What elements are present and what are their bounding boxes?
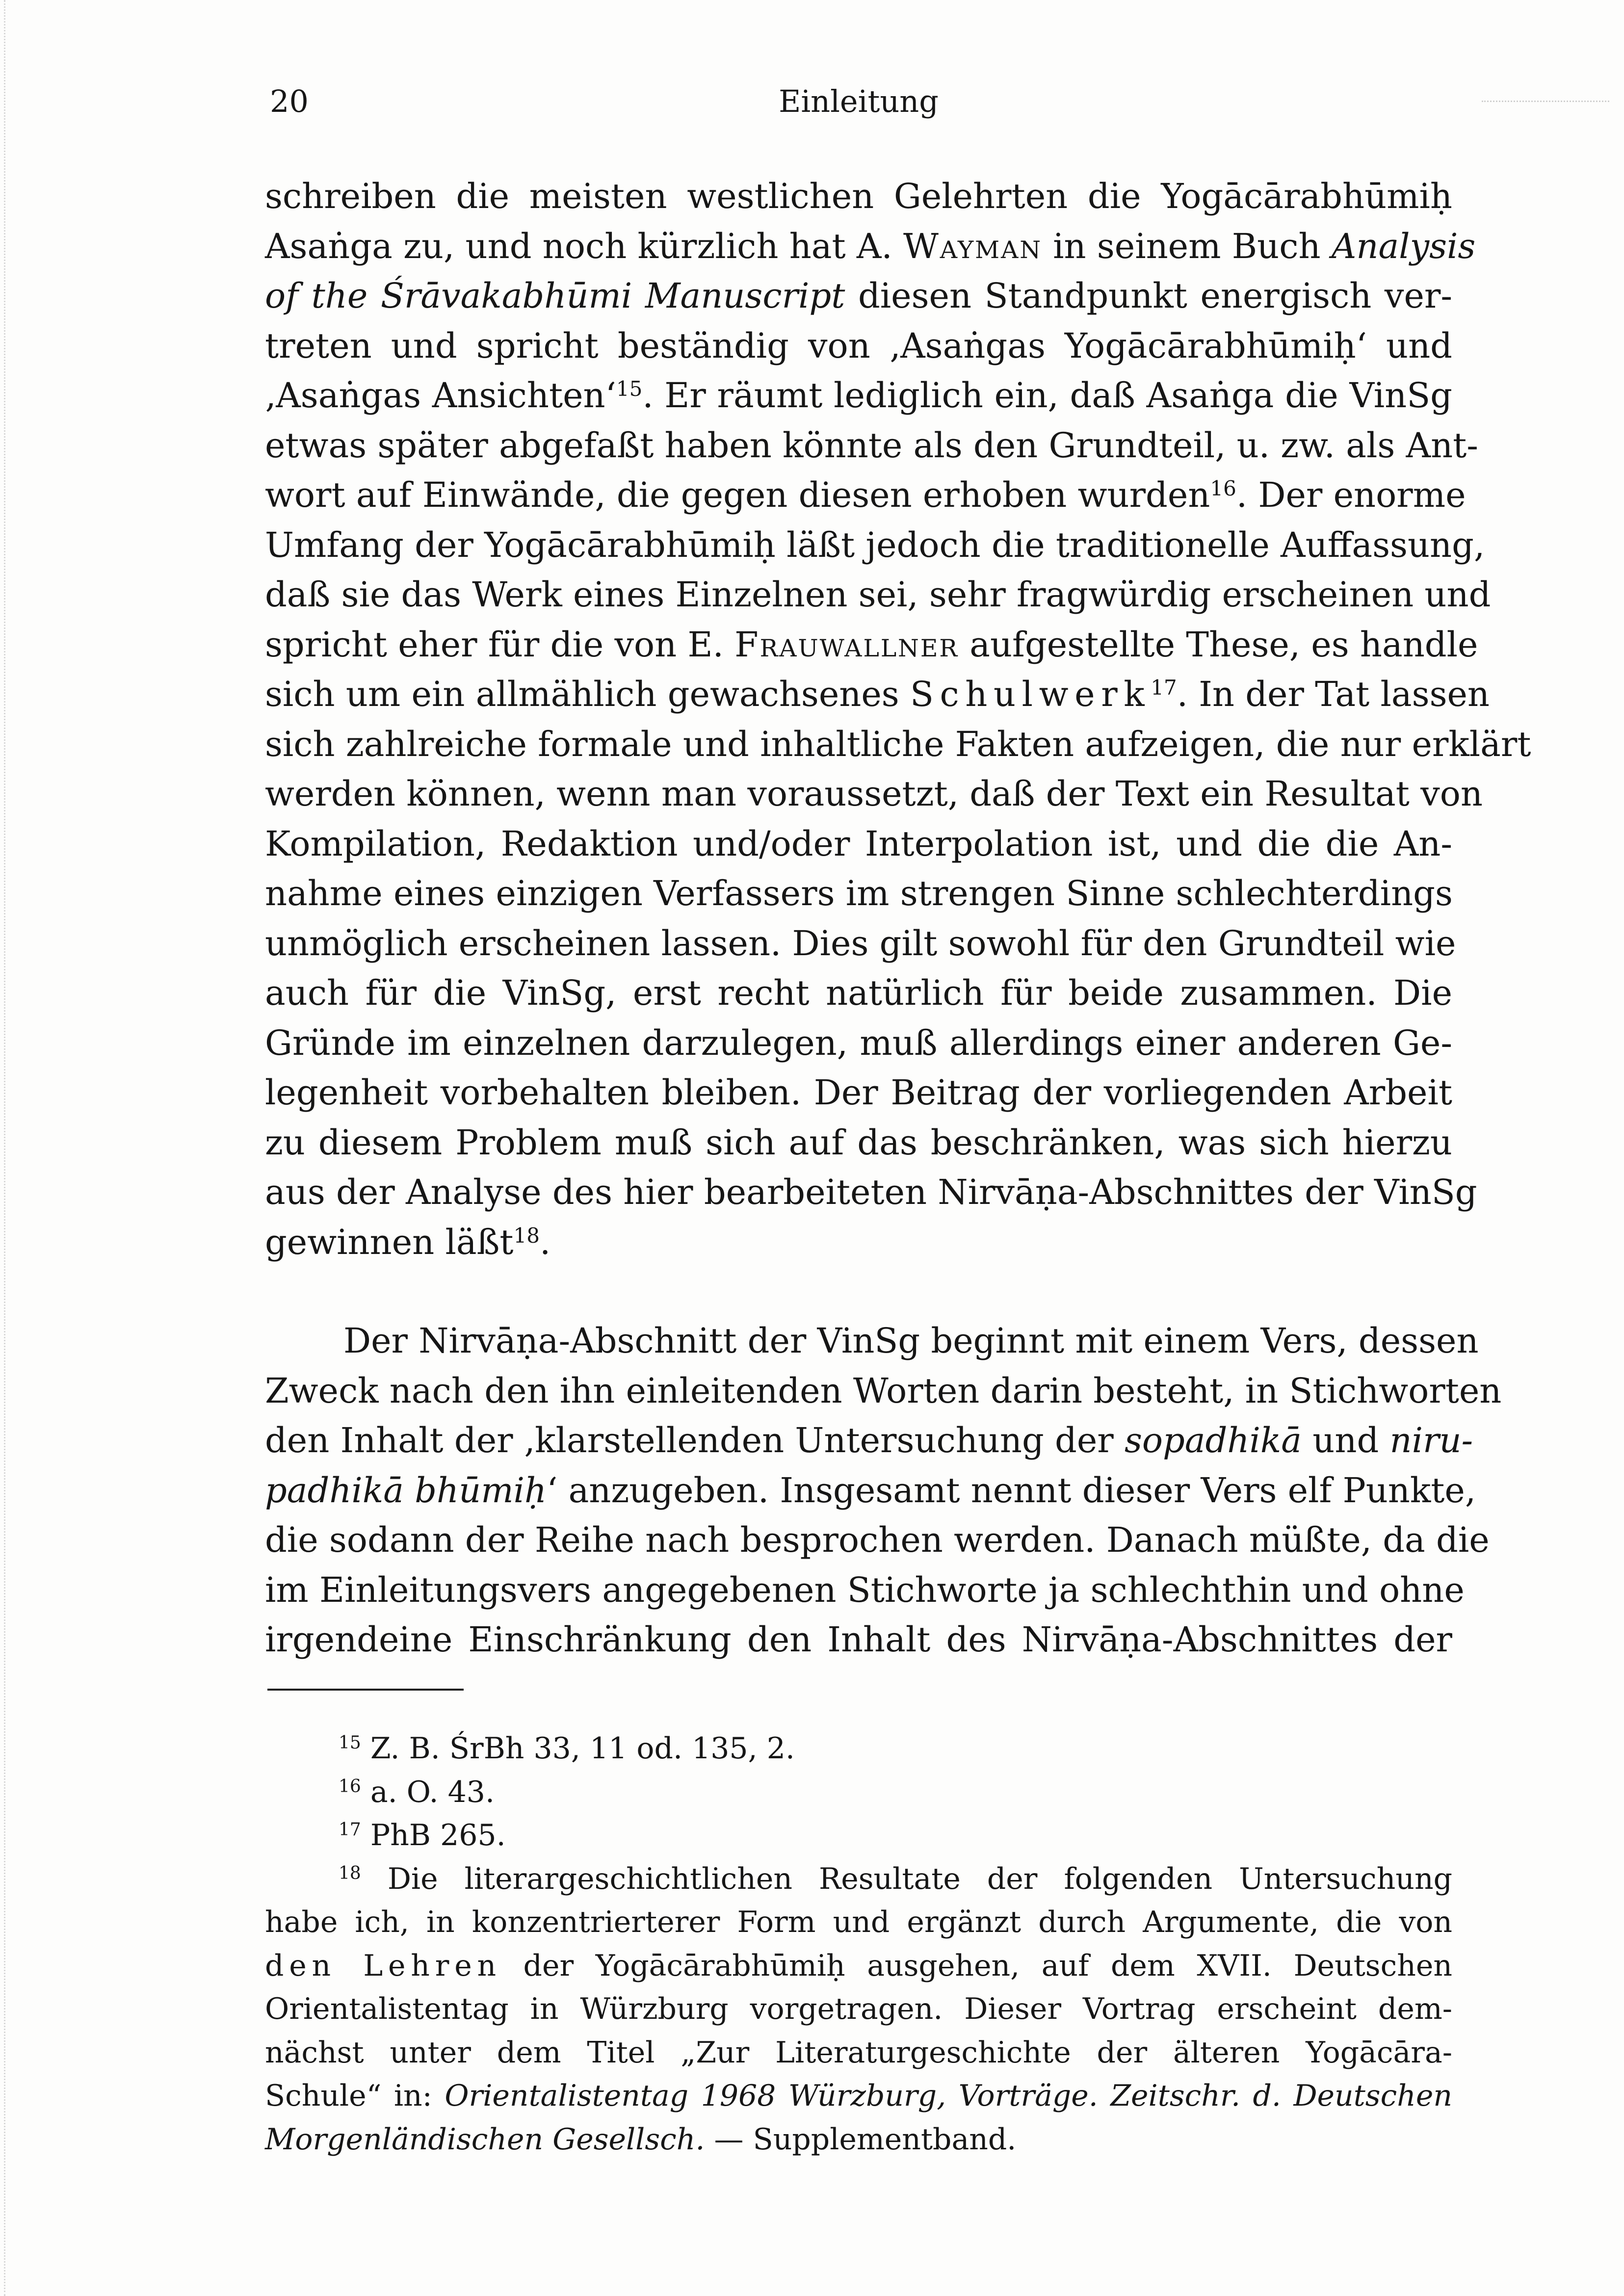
footnote-18: $^{18}$ Die literargeschichtlichen Resultate der folgenden Untersuchung bbox=[339, 1861, 1453, 1896]
footnotes bbox=[265, 1727, 1452, 2161]
sanskrit-term: sopadhikā bbox=[1124, 1420, 1302, 1461]
text-line: irgendeine Einschränkung den Inhalt des Nirvāṇa-Abschnittes der bbox=[265, 1619, 1452, 1660]
text-line: im Einleitungsvers angegebenen Stichworte ja schlechthin und ohne bbox=[265, 1569, 1465, 1610]
text-line: etwas später abgefaßt haben könnte als den Grundteil, u. zw. als Ant- bbox=[265, 425, 1478, 466]
sanskrit-term: niru- bbox=[1389, 1420, 1473, 1461]
footnote-18-line: Morgenländischen Gesellsch. — Supplementband. bbox=[265, 2122, 1017, 2157]
footnote-number: 15 bbox=[339, 1733, 361, 1753]
text-line: sich zahlreiche formale und inhaltliche Fakten aufzeigen, die nur erklärt bbox=[265, 724, 1531, 764]
text-line: Zweck nach den ihn einleitenden Worten darin besteht, in Stichworten bbox=[265, 1370, 1502, 1411]
text-line: Gründe im einzelnen darzulegen, muß allerdings einer anderen Ge- bbox=[265, 1022, 1452, 1063]
text-line: daß sie das Werk eines Einzelnen sei, sehr fragwürdig erscheinen und bbox=[265, 574, 1491, 615]
text-line: spricht eher für die von E. Frauwallner aufgestellte These, es handle bbox=[265, 624, 1478, 665]
author-name-frauwallner: Frauwallner bbox=[734, 624, 959, 665]
text-line: zu diesem Problem muß sich auf das beschränken, was sich hierzu bbox=[265, 1122, 1452, 1163]
body-text bbox=[265, 172, 1531, 1665]
paragraph-gap bbox=[265, 1267, 1452, 1316]
footnote-number: 17 bbox=[339, 1820, 361, 1840]
text-line: Asaṅga zu, und noch kürzlich hat A. Wayman in seinem Buch Analysis bbox=[265, 226, 1476, 266]
footnote-18-line: Schule“ in: Orientalistentag 1968 Würzburg, Vorträge. Zeitschr. d. Deutschen bbox=[265, 2079, 1452, 2113]
text-line: auch für die VinSg, erst recht natürlich für beide zusammen. Die bbox=[265, 973, 1452, 1013]
text-line: Der Nirvāṇa-Abschnitt der VinSg beginnt mit einem Vers, dessen bbox=[343, 1321, 1479, 1361]
text-line: padhikā bhūmiḥ‘ anzugeben. Insgesamt nennt dieser Vers elf Punkte, bbox=[265, 1470, 1476, 1511]
text-line: die sodann der Reihe nach besprochen werden. Danach müßte, da die bbox=[265, 1520, 1490, 1560]
page-number: 20 bbox=[270, 83, 309, 119]
running-head-title: Einleitung bbox=[779, 83, 939, 119]
text-line: unmöglich erscheinen lassen. Dies gilt sowohl für den Grundteil wie bbox=[265, 923, 1456, 964]
footnote-18-line: habe ich, in konzentrierterer Form und ergänzt durch Argumente, die von bbox=[265, 1905, 1452, 1939]
text-line: Umfang der Yogācārabhūmiḥ läßt jedoch die traditionelle Auffassung, bbox=[265, 524, 1485, 565]
text-line: legenheit vorbehalten bleiben. Der Beitrag der vorliegenden Arbeit bbox=[265, 1072, 1452, 1113]
spaced-term: Schulwerk bbox=[910, 674, 1151, 714]
text-line: schreiben die meisten westlichen Gelehrten die Yogācārabhūmiḥ bbox=[265, 176, 1452, 216]
footnote-17: $^{17}$ PhB 265. bbox=[339, 1818, 506, 1852]
footnote-18-line: den Lehren der Yogācārabhūmiḥ ausgehen, auf dem XVII. Deutschen bbox=[265, 1948, 1452, 1983]
text-line: den Inhalt der ‚klarstellenden Untersuchung der sopadhikā und niru- bbox=[265, 1420, 1473, 1461]
book-title: Analysis bbox=[1331, 226, 1476, 266]
sanskrit-term: padhikā bhūmiḥ bbox=[265, 1470, 547, 1511]
footnote-ref-18: 18 bbox=[513, 1223, 540, 1248]
publication-title: Morgenländischen Gesellsch. bbox=[265, 2122, 705, 2157]
text-line: aus der Analyse des hier bearbeiteten Nirvāṇa-Abschnittes der VinSg bbox=[265, 1172, 1477, 1212]
text-line: sich um ein allmählich gewachsenes Schulwerk$^{17}$. In der Tat lassen bbox=[265, 674, 1490, 714]
footnote-number: 18 bbox=[339, 1863, 361, 1883]
text-line: ‚Asaṅgas Ansichten‘$^{15}$. Er räumt lediglich ein, daß Asaṅga die VinSg bbox=[265, 375, 1452, 416]
text-line: gewinnen läßt$^{18}$. bbox=[265, 1222, 551, 1262]
spaced-term: den Lehren bbox=[265, 1948, 501, 1983]
footnote-rule bbox=[267, 1689, 464, 1691]
scan-edge-artifact bbox=[4, 0, 8, 2296]
footnote-18-line: Orientalistentag in Würzburg vorgetragen. Dieser Vortrag erscheint dem- bbox=[265, 1992, 1452, 2026]
text-line: of the Śrāvakabhūmi Manuscript diesen Standpunkt energisch ver- bbox=[265, 276, 1452, 316]
publication-title: Orientalistentag 1968 Würzburg, Vorträge. Zeitschr. d. Deutschen bbox=[445, 2079, 1452, 2113]
text-line: treten und spricht beständig von ‚Asaṅgas Yogācārabhūmiḥ‘ und bbox=[265, 325, 1452, 366]
text-line: wort auf Einwände, die gegen diesen erhoben wurden$^{16}$. Der enorme bbox=[265, 475, 1466, 515]
footnote-number: 16 bbox=[339, 1776, 361, 1797]
text-line: werden können, wenn man voraussetzt, daß der Text ein Resultat von bbox=[265, 774, 1483, 814]
footnote-ref-17: 17 bbox=[1151, 675, 1177, 700]
footnote-15: $^{15}$ Z. B. ŚrBh 33, 11 od. 135, 2. bbox=[339, 1731, 795, 1766]
footnote-ref-16: 16 bbox=[1210, 476, 1236, 500]
book-title: of the Śrāvakabhūmi Manuscript bbox=[265, 276, 845, 316]
text-line: Kompilation, Redaktion und/oder Interpolation ist, und die die An- bbox=[265, 823, 1452, 864]
running-head bbox=[270, 78, 1447, 123]
text-line: nahme eines einzigen Verfassers im strengen Sinne schlechterdings bbox=[265, 873, 1453, 913]
footnote-ref-15: 15 bbox=[616, 376, 643, 401]
footnote-18-line: nächst unter dem Titel „Zur Literaturgeschichte der älteren Yogācāra- bbox=[265, 2035, 1452, 2070]
footnote-16: $^{16}$ a. O. 43. bbox=[339, 1774, 495, 1809]
author-name-wayman: Wayman bbox=[903, 226, 1042, 266]
scan-dots-artifact bbox=[1482, 101, 1609, 102]
